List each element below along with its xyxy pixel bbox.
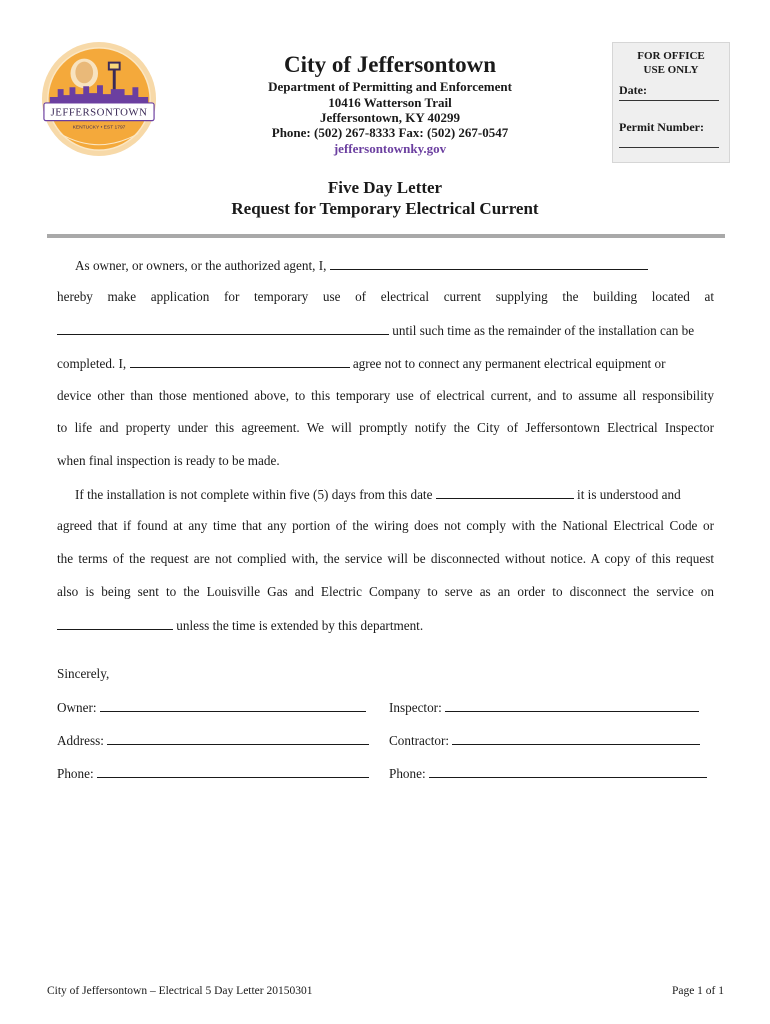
address-field[interactable] (107, 732, 369, 745)
phone-right-label: Phone: (389, 766, 426, 781)
contractor-field[interactable] (452, 732, 700, 745)
body-line-3 (57, 322, 714, 339)
inspector-field[interactable] (445, 699, 699, 712)
office-permit-label: Permit Number: (619, 120, 704, 134)
body-line-4 (57, 355, 714, 372)
body-line-12 (57, 617, 714, 634)
body-line-9: agreed that if found at any time that any portion of the wiring does not comply with the National Electrical Code or (57, 518, 714, 533)
contractor-label: Contractor: (389, 733, 450, 748)
office-date-label: Date: (619, 83, 647, 97)
phone-left-label: Phone: (57, 766, 94, 781)
address-label: Address: (57, 733, 104, 748)
phone-right-row (389, 765, 707, 782)
footer-document-id: City of Jeffersontown – Electrical 5 Day Letter 20150301 (47, 985, 313, 997)
body-line-11: also is being sent to the Louisville Gas and Electric Company to serve as an order to disconnect the service on (57, 584, 714, 599)
extended-text: unless the time is extended by this department. (176, 618, 424, 633)
seal-subtext: KENTUCKY • EST 1797 (72, 125, 126, 131)
seal-banner-text: JEFFERSONTOWN (50, 106, 148, 119)
document-subtitle: Request for Temporary Electrical Current (231, 199, 539, 218)
body-line-8 (75, 486, 732, 503)
address-city-state: Jeffersontown, KY 40299 (320, 110, 460, 125)
department-name: Department of Permitting and Enforcement (268, 79, 512, 94)
document-title: Five Day Letter (327, 178, 443, 197)
contractor-row (389, 732, 700, 749)
address-row (57, 732, 369, 749)
phone-left-field[interactable] (97, 765, 369, 778)
owner-label: Owner: (57, 700, 97, 715)
until-text: until such time as the remainder of the installation can be (392, 323, 695, 338)
agent-name-field[interactable] (330, 257, 648, 270)
disconnect-date-field[interactable] (57, 617, 173, 630)
office-box-heading-1: FOR OFFICE (637, 50, 705, 62)
office-date-field[interactable] (619, 100, 719, 101)
office-use-box (612, 42, 730, 163)
agree-text: agree not to connect any permanent electrical equipment or (352, 356, 666, 371)
owner-row (57, 699, 366, 716)
understood-text: it is understood and (577, 487, 681, 502)
office-permit-field[interactable] (619, 147, 719, 148)
address-street: 10416 Watterson Trail (328, 95, 452, 110)
completed-text: completed. I, (57, 356, 127, 371)
body-line-5: device other than those mentioned above, to this temporary use of electrical current, and to assume all responsibility (57, 388, 714, 403)
body-line-6: to life and property under this agreement. We will promptly notify the City of Jeffersontown Electrical Inspector (57, 420, 714, 435)
body-line-2: hereby make application for temporary use of electrical current supplying the building located at (57, 289, 714, 304)
phone-left-row (57, 765, 369, 782)
phone-fax: Phone: (502) 267-8333 Fax: (502) 267-0547 (271, 125, 509, 140)
website-link[interactable]: jeffersontownky.gov (333, 141, 447, 156)
office-box-heading-2: USE ONLY (643, 64, 699, 76)
body-line-7: when final inspection is ready to be made. (57, 453, 280, 468)
date-field[interactable] (436, 486, 574, 499)
inspector-label: Inspector: (389, 700, 442, 715)
inspector-row (389, 699, 699, 716)
footer-page-number: Page 1 of 1 (671, 985, 724, 997)
agent-intro-text: As owner, or owners, or the authorized agent, I, (75, 258, 327, 273)
installation-text: If the installation is not complete within five (5) days from this date (75, 487, 433, 502)
agree-name-field[interactable] (130, 355, 350, 368)
phone-right-field[interactable] (429, 765, 707, 778)
closing-text: Sincerely, (57, 666, 110, 681)
title-divider (47, 234, 725, 238)
building-location-field[interactable] (57, 322, 389, 335)
city-seal-logo (40, 40, 158, 158)
owner-field[interactable] (100, 699, 366, 712)
body-line-10: the terms of the request are not complied with, the service will be disconnected without notice. A copy of this request (57, 551, 714, 566)
body-line-1 (75, 257, 732, 274)
city-title: City of Jeffersontown (283, 52, 497, 77)
